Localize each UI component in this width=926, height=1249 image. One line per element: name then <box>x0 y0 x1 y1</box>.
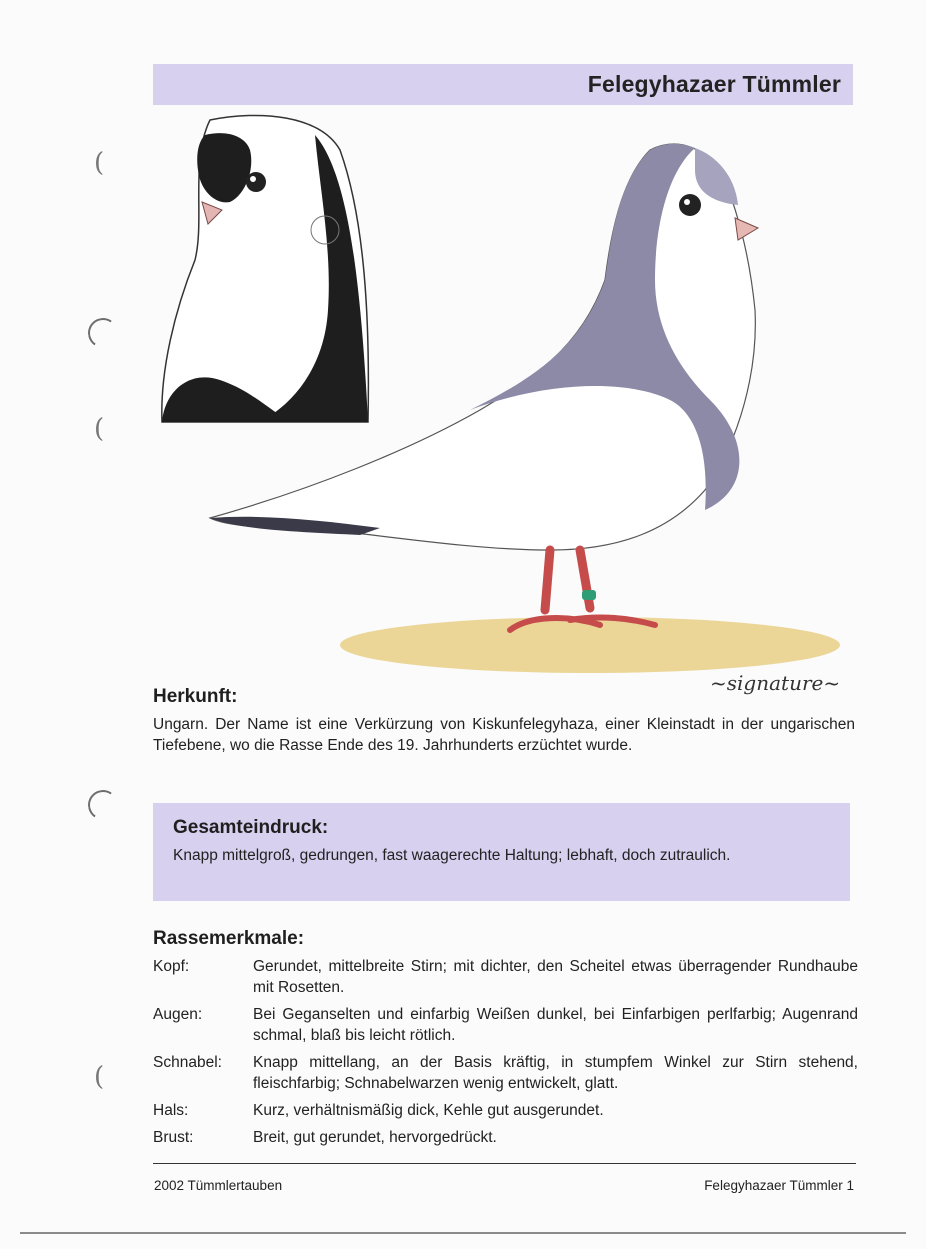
page-title: Felegyhazaer Tümmler <box>587 71 841 97</box>
gesamteindruck-heading: Gesamteindruck: <box>173 817 329 838</box>
page-edge <box>20 1232 906 1234</box>
footer-book-title: 2002 Tümmlertauben <box>154 1178 283 1193</box>
trait-label: Kopf: <box>153 958 190 975</box>
trait-text: Breit, gut gerundet, hervorgedrückt. <box>253 1129 497 1146</box>
artist-signature: ~signature~ <box>710 671 841 695</box>
footer-divider <box>153 1163 856 1164</box>
trait-row-schnabel <box>153 1052 858 1094</box>
trait-text: Knapp mittellang, an der Basis kräftig, in stumpfem Winkel zur Stirn stehend, fleischfarbig; Schnabelwarzen wenig entwickelt, glatt. <box>253 1054 858 1092</box>
trait-text: Kurz, verhältnismäßig dick, Kehle gut ausgerundet. <box>253 1102 604 1119</box>
trait-label: Augen: <box>153 1006 203 1023</box>
herkunft-text: Ungarn. Der Name ist eine Verkürzung von Kiskunfelegyhaza, einer Kleinstadt in der ungarischen Tiefebene, wo die Rasse Ende des 19. Jahrhunderts erzüchtet wurde. <box>153 716 855 754</box>
trait-row-kopf <box>153 956 858 998</box>
head-study <box>162 115 369 422</box>
footer-page-label: Felegyhazaer Tümmler 1 <box>704 1178 854 1193</box>
trait-text: Bei Geganselten und einfarbig Weißen dunkel, bei Einfarbigen perlfarbig; Augenrand schmal, blaß bis leicht rötlich. <box>253 1006 858 1044</box>
binder-mark: ( <box>94 148 105 178</box>
binder-mark: ( <box>94 414 105 444</box>
binder-mark: ( <box>94 1062 105 1092</box>
punch-hole <box>86 316 121 351</box>
gesamteindruck-box <box>153 803 850 901</box>
punch-hole <box>86 788 121 823</box>
title-bar <box>153 64 853 105</box>
pigeon-illustration <box>150 110 860 700</box>
trait-row-augen <box>153 1004 858 1046</box>
trait-row-brust <box>153 1127 858 1148</box>
trait-label: Schnabel: <box>153 1054 222 1071</box>
trait-label: Hals: <box>153 1102 189 1119</box>
trait-label: Brust: <box>153 1129 194 1146</box>
traits-list <box>153 956 858 1154</box>
gesamteindruck-text: Knapp mittelgroß, gedrungen, fast waagerechte Haltung; lebhaft, doch zutraulich. <box>173 847 731 864</box>
rassemerkmale-heading: Rassemerkmale: <box>153 928 305 949</box>
herkunft-heading: Herkunft: <box>153 686 238 707</box>
trait-text: Gerundet, mittelbreite Stirn; mit dichter, den Scheitel etwas überragender Rundhaube mit Rosetten. <box>253 958 858 996</box>
trait-row-hals <box>153 1100 858 1121</box>
